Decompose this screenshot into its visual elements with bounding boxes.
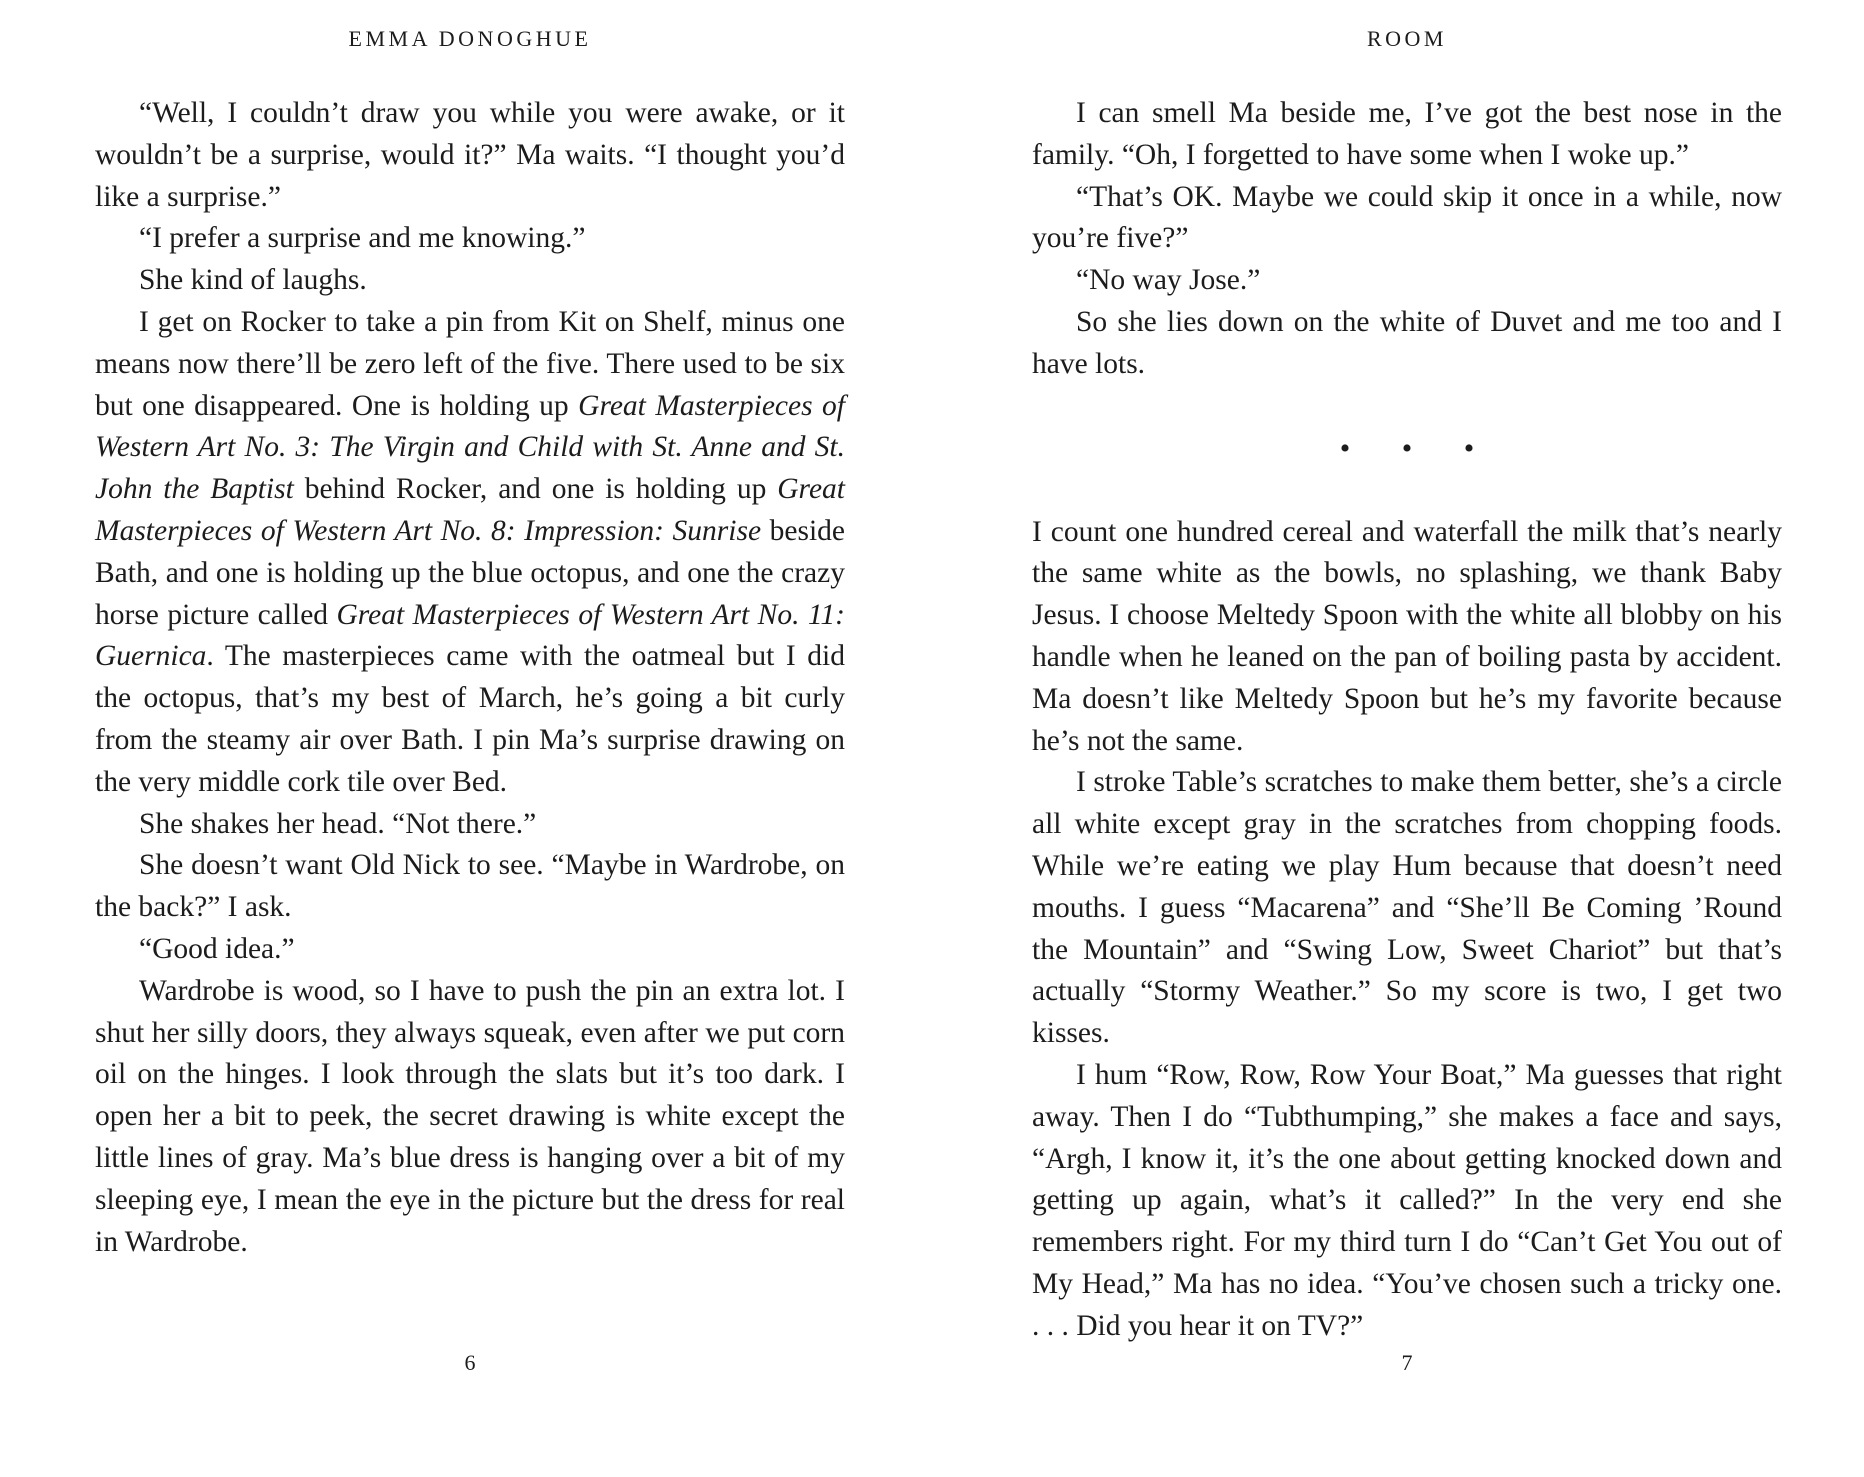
paragraph-text: “Good idea.” [139,932,295,965]
paragraph-text: “Well, I couldn’t draw you while you were awake, or it wouldn’t be a surprise, would it?” Ma waits. “I thought you’d like a surprise.” [95,97,845,213]
italic-title-text: Great Masterpieces of Western Art No. 3: The Virgin and Child with St. Anne and St. John the Baptist [95,389,845,506]
paragraph [1032,302,1782,386]
section-break [1032,386,1782,512]
paragraph-text: She kind of laughs. [139,264,367,297]
paragraph [1032,260,1782,302]
paragraph-text: I stroke Table’s scratches to make them better, she’s a circle all white except gray in the scratches from chopping foods. While we’re eating we play Hum because that doesn’t need mouths. I guess “Macarena” and “She’ll Be Coming ’Round the Mountain” and “Swing Low, Sweet Chariot” but that’s actually “Stormy Weather.” So my score is two, I get two kisses. [1032,766,1782,1050]
paragraph-text: “That’s OK. Maybe we could skip it once in a while, now you’re five?” [1032,180,1782,255]
paragraph-text: Wardrobe is wood, so I have to push the pin an extra lot. I shut her silly doors, they always squeak, even after we put corn oil on the hinges. I look through the slats but it’s too dark. I open her a bit to peek, the secret drawing is white except the little lines of gray. Ma’s blue dress is hanging over a bit of my sleeping eye, I mean the eye in the picture but the dress for real in Wardrobe. [95,974,845,1258]
paragraph-text: I can smell Ma beside me, I’ve got the best nose in the family. “Oh, I forgetted to have some when I woke up.” [1032,97,1782,171]
paragraph [1032,177,1782,261]
paragraph-text: She doesn’t want Old Nick to see. “Maybe in Wardrobe, on the back?” I ask. [95,849,845,924]
paragraph-text: “No way Jose.” [1076,264,1261,297]
paragraph [95,260,845,302]
paragraph [1032,512,1782,763]
running-head-author: EMMA DONOGHUE [348,26,592,51]
paragraph [1032,1055,1782,1348]
paragraph-text: So she lies down on the white of Duvet and me too and I have lots. [1032,305,1782,380]
paragraph-text: I get on Rocker to take a pin from Kit on Shelf, minus one means now there’ll be zero left of the five. There used to be six but one disappeared. One is holding up [95,305,845,422]
paragraph-text: beside Bath, and one is holding up the blue octopus, and one the crazy horse picture called [95,514,845,631]
left-page [95,0,845,1477]
page-number-left: 6 [464,1350,476,1375]
paragraph [95,971,845,1264]
paragraph [95,804,845,846]
paragraph-text: “I prefer a surprise and me knowing.” [139,222,586,255]
paragraph-text: I count one hundred cereal and waterfall the milk that’s nearly the same white as the bowls, no splashing, we thank Baby Jesus. I choose Meltedy Spoon with the white all blobby on his handle when he leaned on the pan of boiling pasta by accident. Ma doesn’t like Meltedy Spoon but he’s my favorite because he’s not the same. [1032,515,1782,757]
paragraph [1032,762,1782,1055]
italic-title-text: Great Masterpieces of Western Art No. 11: Guernica [95,598,845,673]
right-page-text-after-break [1032,512,1782,1348]
paragraph [1032,93,1782,177]
paragraph-text: behind Rocker, and one is holding up [293,473,778,506]
paragraph [95,929,845,971]
running-head-title: ROOM [1366,26,1447,51]
paragraph [95,845,845,929]
paragraph-text: I hum “Row, Row, Row Your Boat,” Ma guesses that right away. Then I do “Tubthumping,” she makes a face and says, “Argh, I know it, it’s the one about getting knocked down and getting up again, what’s it called?” In the very end she remembers right. For my third turn I do “Can’t Get You out of My Head,” Ma has no idea. “You’ve chosen such a tricky one. . . . Did you hear it on TV?” [1032,1058,1782,1342]
paragraph [95,218,845,260]
right-page-body-text [1032,93,1782,1348]
page-number-right: 7 [1401,1350,1413,1375]
right-page-text-before-break [1032,93,1782,386]
italic-title-text: Great Masterpieces of Western Art No. 8: Impression: Sunrise [95,473,845,547]
paragraph [95,93,845,218]
paragraph [95,302,845,804]
left-page-body-text [95,93,845,1263]
section-break-symbol: • • • [1339,431,1497,465]
right-page [1032,0,1782,1477]
paragraph-text: . The masterpieces came with the oatmeal but I did the octopus, that’s my best of March, he’s going a bit curly from the steamy air over Bath. I pin Ma’s surprise drawing on the very middle cork tile over Bed. [95,640,845,798]
paragraph-text: She shakes her head. “Not there.” [139,807,537,840]
